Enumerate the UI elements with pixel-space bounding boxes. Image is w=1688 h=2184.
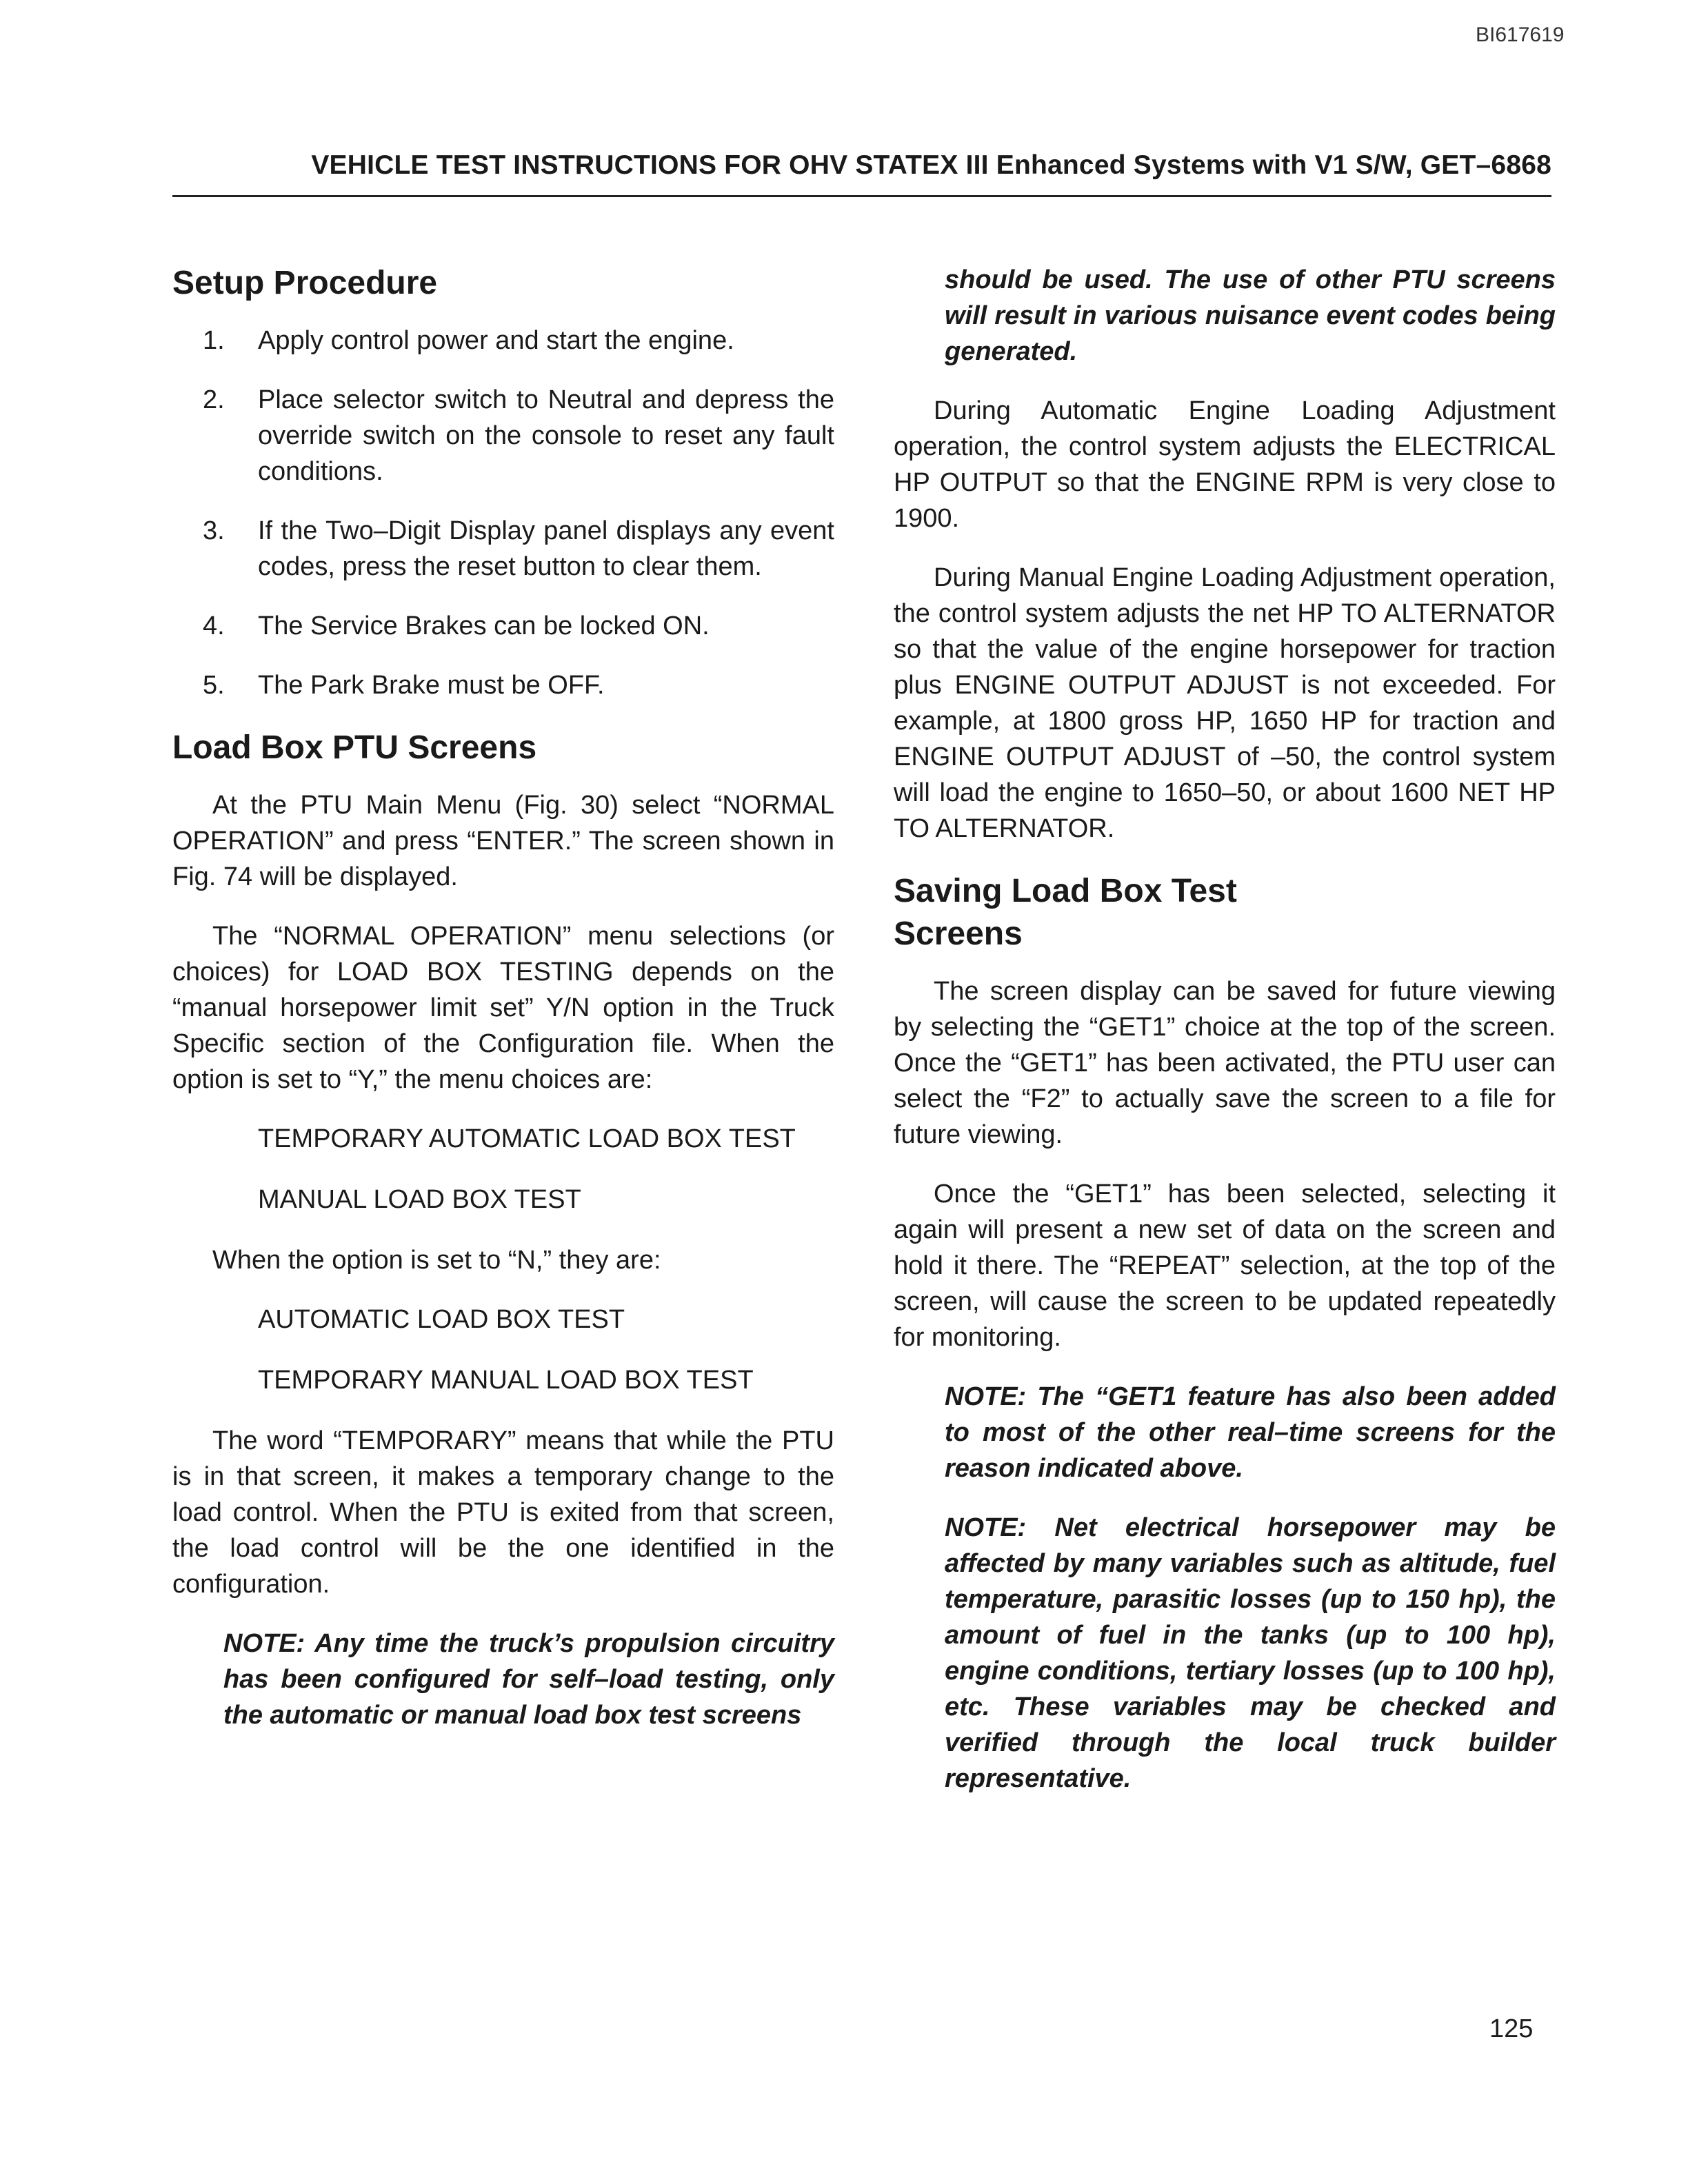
list-item [172, 608, 834, 644]
document-id: BI617619 [1476, 23, 1565, 46]
step-text: Apply control power and start the engine. [258, 326, 734, 355]
step-text: If the Two–Digit Display panel displays any event codes, press the reset button to clear them. [258, 516, 834, 581]
step-text: Place selector switch to Neutral and depress the override switch on the console to reset any fault conditions. [258, 385, 834, 486]
header-rule [172, 195, 1551, 197]
step-number: 2. [203, 385, 225, 414]
saving-paragraph-2: Once the “GET1” has been selected, selecting it again will present a new set of data on the screen and hold it there. The “REPEAT” selection, at the top of the screen, will cause the screen to be updated repeatedly for monitoring. [894, 1180, 1556, 1352]
manual-adjustment-paragraph: During Manual Engine Loading Adjustment operation, the control system adjusts the net HP TO ALTERNATOR so that the value of the engine horsepower for traction plus ENGINE OUTPUT ADJUST is not exceeded. For example, at 1800 gross HP, 1650 HP for traction and ENGINE OUTPUT ADJUST of –50, the control system will load the engine to 1650–50, or about 1600 NET HP TO ALTERNATOR. [894, 563, 1556, 843]
right-column [894, 262, 1556, 1820]
running-header: VEHICLE TEST INSTRUCTIONS FOR OHV STATEX III Enhanced Systems with V1 S/W, GET–6868 [311, 150, 1551, 180]
menu-choice-automatic: AUTOMATIC LOAD BOX TEST [258, 1305, 625, 1334]
list-item [172, 667, 834, 703]
page-number: 125 [1489, 2014, 1534, 2043]
step-number: 1. [203, 326, 225, 355]
menu-choice-manual: MANUAL LOAD BOX TEST [258, 1185, 581, 1214]
propulsion-note-continued: should be used. The use of other PTU screens will result in various nuisance event codes being generated. [945, 265, 1556, 366]
setup-steps [172, 323, 834, 703]
automatic-adjustment-paragraph: During Automatic Engine Loading Adjustment operation, the control system adjusts the ELECTRICAL HP OUTPUT so that the ENGINE RPM is very close to 1900. [894, 396, 1556, 533]
horsepower-note: NOTE: Net electrical horsepower may be affected by many variables such as altitude, fuel temperature, parasitic losses (up to 150 hp), the amount of fuel in the tanks (up to 100 hp), engine conditions, tertiary losses (up to 100 hp), etc. These variables may be checked and verified through the local truck builder representative. [945, 1513, 1556, 1793]
loadbox-paragraph-1: At the PTU Main Menu (Fig. 30) select “NORMAL OPERATION” and press “ENTER.” The screen shown in Fig. 74 will be displayed. [172, 791, 834, 891]
loadbox-paragraph-2: The “NORMAL OPERATION” menu selections (or choices) for LOAD BOX TESTING depends on the “manual horsepower limit set” Y/N option in the Truck Specific section of the Configuration file. When the option is set to “Y,” the menu choices are: [172, 922, 834, 1094]
list-item [172, 513, 834, 585]
step-number: 3. [203, 516, 225, 545]
list-item [172, 382, 834, 489]
loadbox-paragraph-4: The word “TEMPORARY” means that while the PTU is in that screen, it makes a temporary change to the load control. When the PTU is exited from that screen, the load control will be the one identified in the configuration. [172, 1426, 834, 1599]
list-item [172, 323, 834, 358]
saving-heading [894, 870, 1556, 956]
get1-note: NOTE: The “GET1 feature has also been added to most of the other real–time screens for the reason indicated above. [945, 1382, 1556, 1483]
loadbox-heading: Load Box PTU Screens [172, 729, 537, 766]
step-text: The Service Brakes can be locked ON. [258, 611, 710, 640]
left-column [172, 262, 834, 1757]
propulsion-note: NOTE: Any time the truck’s propulsion circuitry has been configured for self–load testing, only the automatic or manual load box test screens [223, 1629, 834, 1730]
menu-choice-temporary-manual: TEMPORARY MANUAL LOAD BOX TEST [258, 1366, 754, 1395]
step-number: 5. [203, 671, 225, 700]
step-text: The Park Brake must be OFF. [258, 671, 605, 700]
menu-choice-temporary-automatic: TEMPORARY AUTOMATIC LOAD BOX TEST [258, 1124, 796, 1153]
saving-paragraph-1: The screen display can be saved for future viewing by selecting the “GET1” choice at the top of the screen. Once the “GET1” has been activated, the PTU user can select the “F2” to actually save the screen to a file for future viewing. [894, 977, 1556, 1149]
saving-heading-line-1: Saving Load Box Test [894, 873, 1237, 909]
loadbox-paragraph-3: When the option is set to “N,” they are: [212, 1246, 661, 1275]
step-number: 4. [203, 611, 225, 640]
saving-heading-line-2: Screens [894, 916, 1023, 952]
setup-heading: Setup Procedure [172, 265, 438, 301]
